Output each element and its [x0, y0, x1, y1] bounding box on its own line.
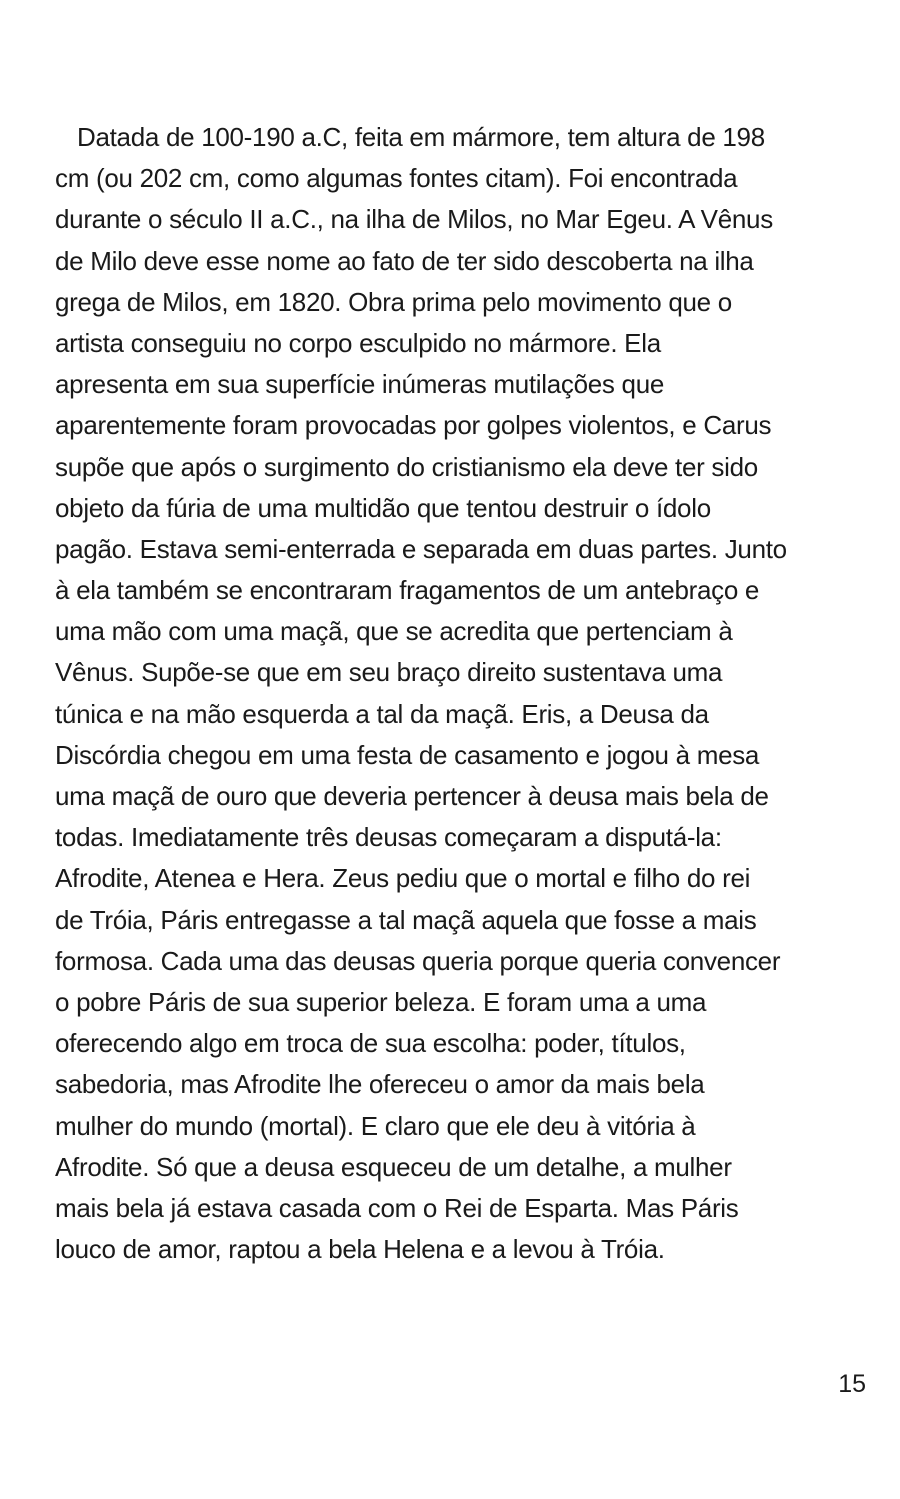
text-line: cm (ou 202 cm, como algumas fontes citam). Foi encontrada	[55, 163, 738, 194]
text-line: uma mão com uma maçã, que se acredita que pertenciam à	[55, 616, 733, 647]
text-line: de Milo deve esse nome ao fato de ter sido descoberta na ilha	[55, 245, 754, 276]
text-line: Datada de 100-190 a.C, feita em mármore, tem altura de 198	[77, 122, 765, 152]
text-line: artista conseguiu no corpo esculpido no mármore. Ela	[55, 327, 661, 358]
text-line: formosa. Cada uma das deusas queria porque queria convencer	[55, 945, 781, 976]
text-line: oferecendo algo em troca de sua escolha: poder, títulos,	[55, 1028, 686, 1059]
text-line: Discórdia chegou em uma festa de casamento e jogou à mesa	[55, 739, 760, 770]
body-paragraph	[55, 117, 875, 1270]
page-number: 15	[838, 1370, 866, 1398]
text-line: supõe que após o surgimento do cristianismo ela deve ter sido	[55, 451, 758, 482]
text-line: à ela também se encontraram fragamentos de um antebraço e	[55, 575, 760, 606]
text-line: de Tróia, Páris entregasse a tal maçã aquela que fosse a mais	[55, 904, 757, 935]
text-line: durante o século II a.C., na ilha de Milos, no Mar Egeu. A Vênus	[55, 204, 773, 235]
text-line: pagão. Estava semi-enterrada e separada em duas partes. Junto	[55, 533, 787, 564]
text-line: louco de amor, raptou a bela Helena e a levou à Tróia.	[55, 1234, 665, 1265]
text-line: túnica e na mão esquerda a tal da maçã. Eris, a Deusa da	[55, 698, 709, 729]
text-line: o pobre Páris de sua superior beleza. E foram uma a uma	[55, 986, 707, 1017]
text-line: mais bela já estava casada com o Rei de Esparta. Mas Páris	[55, 1192, 739, 1223]
text-line: Vênus. Supõe-se que em seu braço direito sustentava uma	[55, 657, 723, 688]
text-line: sabedoria, mas Afrodite lhe ofereceu o amor da mais bela	[55, 1069, 705, 1100]
text-line: mulher do mundo (mortal). E claro que ele deu à vitória à	[55, 1110, 696, 1141]
text-line: uma maçã de ouro que deveria pertencer à deusa mais bela de	[55, 781, 769, 811]
text-line: grega de Milos, em 1820. Obra prima pelo movimento que o	[55, 286, 732, 317]
text-line: Afrodite, Atenea e Hera. Zeus pediu que o mortal e filho do rei	[55, 863, 751, 894]
text-line: objeto da fúria de uma multidão que tentou destruir o ídolo	[55, 492, 711, 523]
text-line: apresenta em sua superfície inúmeras mutilações que	[55, 369, 665, 400]
text-line: todas. Imediatamente três deusas começaram a disputá-la:	[55, 822, 722, 853]
text-line: aparentemente foram provocadas por golpes violentos, e Carus	[55, 410, 772, 441]
text-line: Afrodite. Só que a deusa esqueceu de um detalhe, a mulher	[55, 1151, 732, 1182]
